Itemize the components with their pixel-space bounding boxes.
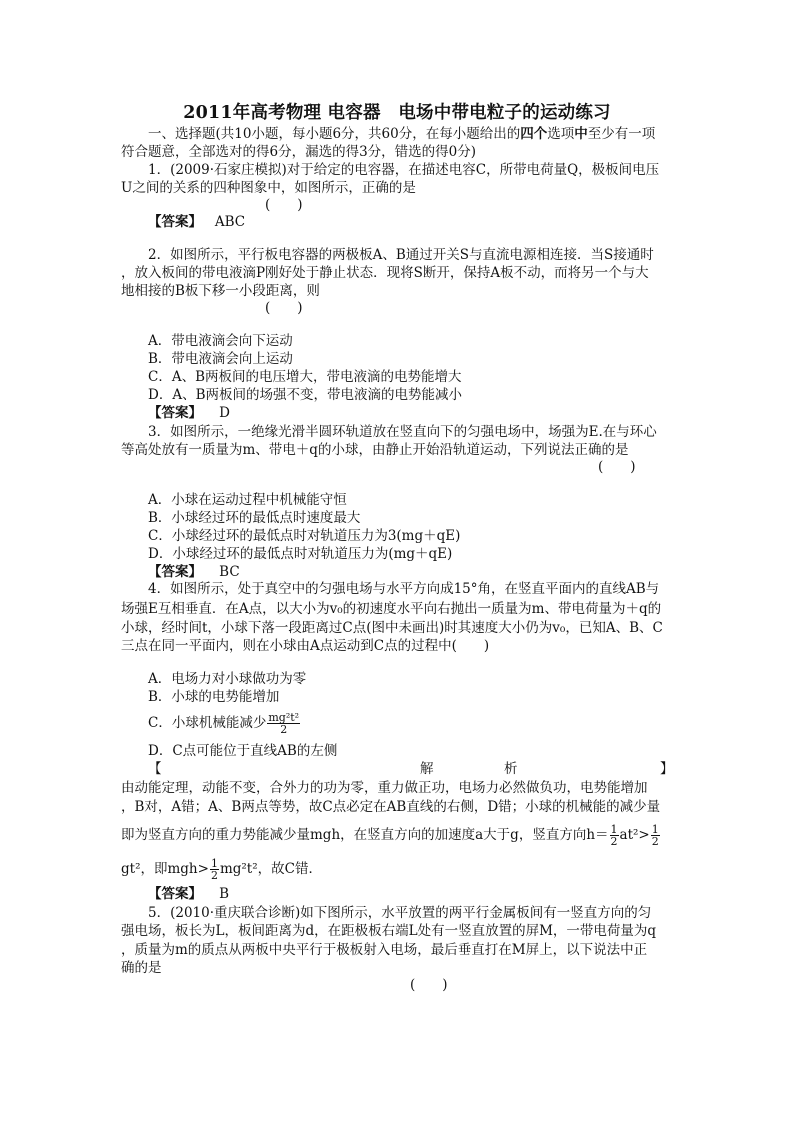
q3-option-c: C．小球经过环的最低点时对轨道压力为3(mg＋qE) (148, 528, 461, 544)
q4-analysis-word1: 解 (420, 761, 434, 777)
q4-option-d: D．C点可能位于直线AB的左侧 (148, 743, 338, 759)
q1-answer-bracket: ( ) (265, 197, 303, 213)
q3-text-line1: 3．如图所示，一绝缘光滑半圆环轨道放在竖直向下的匀强电场中，场强为E.在与环心 (148, 424, 657, 440)
q2-option-c: C．A、B两板间的电压增大，带电液滴的电势能增大 (148, 369, 462, 385)
q3-option-d: D．小球经过环的最低点时对轨道压力为(mg＋qE) (148, 546, 453, 562)
q1-text-line1: 1．(2009·石家庄模拟)对于给定的电容器，在描述电容C，所带电荷量Q，极板间电压 (148, 162, 660, 178)
q2-answer-bracket: ( ) (265, 300, 303, 316)
q4-analysis-fraction1: $\frac{1}{2}$ (610, 823, 618, 848)
q4-option-a: A．电场力对小球做功为零 (148, 671, 307, 687)
q4-option-c-fraction: $\frac{\text{mg²t²}}{2}$ (268, 711, 300, 736)
q2-text-line3: 地相接的B板下移一小段距离，则 (121, 283, 320, 299)
q4-analysis-line3: 即为竖直方向的重力势能减少量mgh，在竖直方向的加速度a大于g，竖直方向h＝ $\frac{1}{2}$ at²> $\frac{1}{2}$ (121, 823, 659, 848)
q2-text-line1: 2．如图所示，平行板电容器的两极板A、B通过开关S与直流电源相连接．当S接通时 (148, 247, 654, 263)
section-instructions-line2: 符合题意，全部选对的得6分，漏选的得3分，错选的得0分) (121, 144, 477, 160)
q3-answer-bracket: ( ) (598, 459, 636, 475)
q4-text-line2: 场强E互相垂直．在A点，以大小为v₀的初速度水平向右抛出一质量为m、带电荷量为＋q的 (121, 601, 662, 617)
q4-text-line4: 三点在同一平面内，则在小球由A点运动到C点的过程中( ) (121, 638, 490, 654)
q1-answer: 【答案】 ABC (148, 214, 246, 230)
q4-analysis-open: 【 (148, 761, 162, 777)
q1-text-line2: U之间的关系的四种图象中，如图所示，正确的是 (121, 180, 416, 196)
page-title: 2011年高考物理 电容器 电场中带电粒子的运动练习 (183, 103, 611, 123)
q4-analysis-close: 】 (660, 761, 674, 777)
q5-answer-bracket: ( ) (410, 977, 448, 993)
q4-answer: 【答案】 B (148, 886, 230, 902)
q3-text-line2: 等高处放有一质量为m、带电＋q的小球，由静止开始沿轨道运动，下列说法正确的是 (121, 442, 629, 458)
q2-answer: 【答案】 D (148, 405, 230, 421)
q4-analysis-line1: 由动能定理，动能不变，合外力的功为零，重力做正功，电场力必然做负功，电势能增加 (121, 780, 648, 796)
q5-text-line3: ，质量为m的质点从两板中央平行于极板射入电场，最后垂直打在M屏上，以下说法中正 (121, 942, 648, 958)
q4-analysis-word2: 析 (504, 761, 518, 777)
q5-text-line1: 5．(2010·重庆联合诊断)如下图所示，水平放置的两平行金属板间有一竖直方向的匀 (148, 905, 652, 921)
q4-analysis-fraction2: $\frac{1}{2}$ (651, 823, 659, 848)
q3-option-a: A．小球在运动过程中机械能守恒 (148, 492, 347, 508)
q3-answer: 【答案】 BC (148, 564, 240, 580)
q4-text-line1: 4．如图所示，处于真空中的匀强电场与水平方向成15°角，在竖直平面内的直线AB与 (148, 581, 660, 597)
q2-option-d: D．A、B两板间的场强不变，带电液滴的电势能减小 (148, 387, 462, 403)
q2-option-a: A．带电液滴会向下运动 (148, 333, 293, 349)
section-instructions-line1: 一、选择题(共10小题，每小题6分，共60分，在每小题给出的四个选项中至少有一项 (148, 126, 656, 142)
q2-text-line2: ，放入板间的带电液滴P刚好处于静止状态．现将S断开，保持A板不动，而将另一个与大 (121, 265, 649, 281)
q4-analysis-line4: gt²，即mgh> $\frac{1}{2}$ mg²t²，故C错． (121, 857, 322, 882)
q4-analysis-fraction3: $\frac{1}{2}$ (210, 857, 218, 882)
q5-text-line2: 强电场，板长为L，板间距离为d，在距极板右端L处有一竖直放置的屏M，一带电荷量为q (121, 923, 657, 939)
q4-text-line3: 小球，经时间t，小球下落一段距离过C点(图中未画出)时其速度大小仍为v₀，已知A、B、C (121, 620, 663, 636)
q2-option-b: B．带电液滴会向上运动 (148, 351, 293, 367)
q3-option-b: B．小球经过环的最低点时速度最大 (148, 510, 361, 526)
q4-option-c: C．小球机械能减少 $\frac{\text{mg²t²}}{2}$ (148, 711, 300, 736)
q5-text-line4: 确的是 (121, 960, 162, 976)
q4-option-b: B．小球的电势能增加 (148, 689, 280, 705)
q4-analysis-line2: ，B对，A错；A、B两点等势，故C点必定在AB直线的右侧，D错；小球的机械能的减少量 (121, 799, 661, 815)
